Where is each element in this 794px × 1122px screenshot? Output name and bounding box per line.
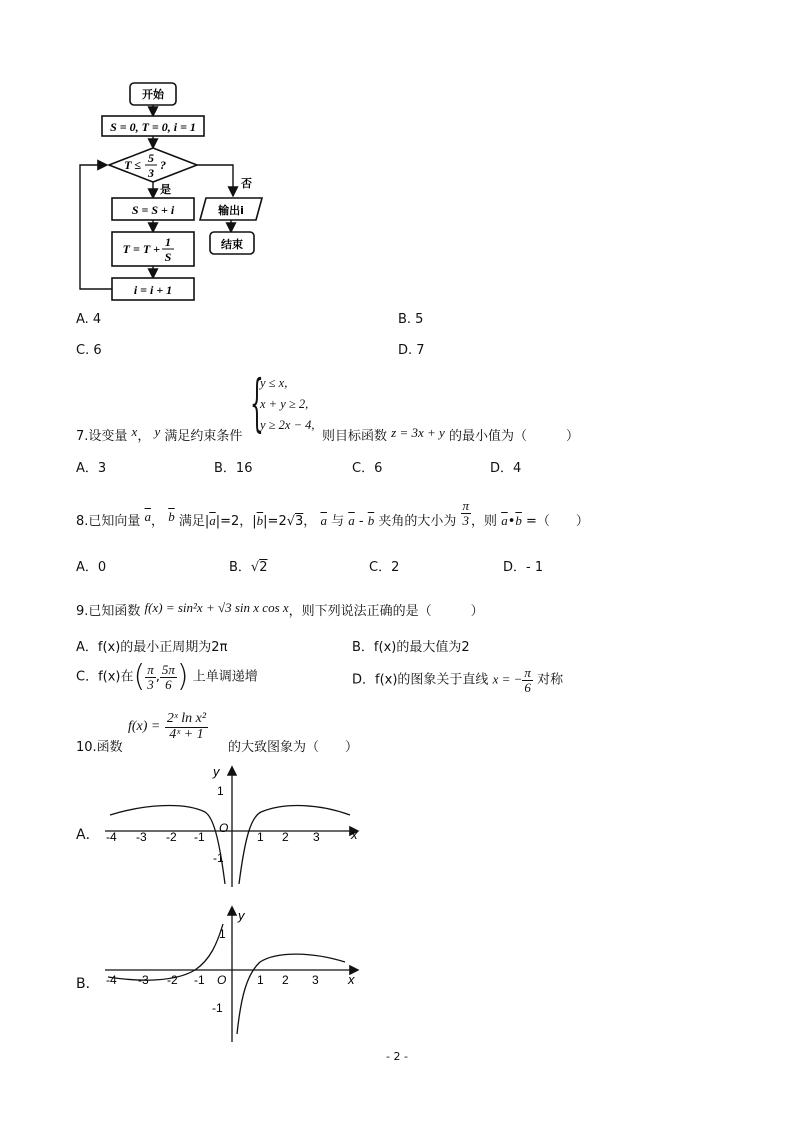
q10-graph-b [95,904,370,1046]
graph-a-curve-left [110,806,225,884]
flow-init-text: S = 0, T = 0, i = 1 [110,120,196,134]
q8-sqrt-sign: √ [286,514,296,529]
graph-b-curve-right [237,954,345,1034]
graph-b-y-label: y [238,908,245,923]
q7-tail: 的最小值为（ ） [448,429,579,444]
q8-option-b-sqrt-sign: √ [250,560,260,575]
graph-b-ytick-1: 1 [219,927,226,941]
q6-option-d: D. 7 [398,343,425,358]
q7-option-d: D．4 [490,461,522,476]
q6-option-b: B. 5 [398,312,424,327]
q9-opt-c-rparen: ) [176,659,189,694]
q8-then: ，则 [471,514,498,529]
flow-cond-left: T ≤ [124,158,141,172]
graph-b-xtick-1: 1 [257,973,264,987]
q8-with: 与 [331,514,345,529]
flow-output-text: 输出i [218,204,244,217]
graph-a-xtick-m3: -3 [136,830,147,844]
q10-denominator: 4ˣ + 1 [169,726,204,742]
q8-vec-b: $\overline{b}$ [168,509,175,524]
graph-b-xtick-m2: -2 [167,973,178,987]
q7-suffix: 则目标函数 [322,429,388,444]
q7-constraint-3: y ≥ 2x − 4, [260,418,315,432]
graph-b-x-label: x [348,972,355,987]
graph-a-xtick-2: 2 [282,830,289,844]
graph-b-xtick-2: 2 [282,973,289,987]
q9-opt-c-hi-num: 5π [161,661,175,677]
q8-stem [76,498,589,529]
q10-stem [76,736,123,755]
flow-start-text: 开始 [142,88,164,101]
q7-option-c: C．6 [352,461,383,476]
graph-b-ytick-m1: -1 [212,1001,223,1015]
flow-step2-left: T = T + [122,242,160,256]
q9-option-a: A．f(x)的最小正周期为2π [76,640,228,655]
q8-dot: • [507,514,516,529]
q9-opt-d-eq: x = − [492,671,523,687]
graph-b-xtick-m1: -1 [194,973,205,987]
flow-no-label: 否 [241,177,252,190]
flow-end-text: 结束 [221,238,243,251]
q6-option-a: A. 4 [76,312,102,327]
graph-a-ytick-m1: -1 [213,851,224,865]
q9-opt-c-lo-num: π [147,661,154,677]
q6-option-c: C. 6 [76,343,102,358]
q8-angle-text: 夹角的大小为 [378,514,457,529]
graph-a-x-label: x [351,827,358,842]
q10-formula [128,712,208,742]
q8-eq-b: |=2 [263,514,287,529]
q10-prefix: 10.函数 [76,740,123,755]
q9-opt-c-suffix: 上单调递增 [192,669,258,685]
q9-opt-c-lo [145,663,156,691]
graph-b-curve-left [108,924,223,980]
q8-option-d: D．- 1 [503,560,544,575]
q9-opt-d-den: 6 [524,679,531,695]
q8-vec-a-5: $\overline{a}$ [501,513,508,528]
graph-b-origin: O [217,973,227,987]
flow-cond-den: 3 [148,166,154,180]
graph-b-xtick-3: 3 [312,973,319,987]
q8-vec-a-2: $\overline{a}$ [209,513,216,528]
q8-cond: 满足| [178,514,210,529]
q7-option-b: B．16 [214,461,253,476]
flow-step3-text: i = i + 1 [133,283,173,297]
graph-a-xtick-3: 3 [313,830,320,844]
q8-vec-a-3: $\overline{a}$ [320,513,327,528]
q8-vec-a-4: $\overline{a}$ [348,513,355,528]
q10-graph-b-label: B． [76,976,100,992]
q9-formula: f(x) = sin²x + √3 sin x cos x [144,600,289,615]
graph-a-xtick-m2: -2 [166,830,177,844]
q9-suffix: ，则下列说法正确的是（ ） [288,604,484,619]
q10-frac [165,712,208,742]
graph-a-ytick-1: 1 [217,784,224,798]
q7-var-x: x [131,424,138,439]
q9-opt-c-hi [160,663,177,691]
q8-angle-frac [461,499,472,527]
graph-b-xtick-m4: -4 [106,973,117,987]
q8-equals: =（ ） [526,514,589,529]
q9-opt-c-lparen: ( [133,659,146,694]
q8-comma-2: ， [303,514,317,529]
q9-option-c: C．f(x)在( $\frac{\pi}{3}$ , $\frac{5\pi}{6}$ ) 上单调递增 [76,659,258,694]
graph-a-xtick-1: 1 [257,830,264,844]
q8-option-b [229,556,268,575]
q8-sqrt3: 3 [295,514,304,529]
flow-step2-den: S [164,250,172,264]
graph-a-curve-right [239,806,350,884]
graph-a-origin: O [219,821,229,835]
flow-yes-label: 是 [160,183,171,196]
q9-opt-c-lo-den: 3 [147,676,154,692]
q7-sep: ， [137,429,151,444]
q8-eq-a: |=2，| [215,514,257,529]
q9-opt-c-hi-den: 6 [165,676,172,692]
q8-three: 3 [462,513,470,528]
flow-step2-num: 1 [165,235,171,249]
q8-vec-b-4: $\overline{b}$ [515,513,522,528]
q8-option-b-label: B． [229,560,251,575]
flowchart [0,0,300,310]
q7-prefix: 7.设变量 [76,429,128,444]
q7-brace: { [250,366,264,439]
q8-minus: - [358,514,364,529]
graph-b-xtick-m3: -3 [138,973,149,987]
q8-vec-a: $\overline{a}$ [144,509,152,524]
q10-numerator: 2ˣ ln x² [166,711,207,726]
q8-option-c: C．2 [369,560,400,575]
page-number: - 2 - [386,1050,408,1063]
q9-stem [76,600,484,619]
flow-cond-num: 5 [148,151,154,165]
q7-objective: z = 3x + y [391,425,445,440]
q7-constraint-1: y ≤ x, [260,376,288,390]
q9-opt-d-prefix: D．f(x)的图象关于直线 [352,672,489,688]
q9-prefix: 9.已知函数 [76,604,141,619]
q8-option-b-sqrt2: 2 [259,560,268,575]
q10-graph-a [95,762,370,892]
q10-graph-a-label: A． [76,827,100,843]
q9-opt-d-num: π [524,665,531,680]
q7-mid: 满足约束条件 [164,429,243,444]
q8-comma: ， [151,514,165,529]
q9-option-d [352,666,563,694]
q8-pi: π [462,498,470,514]
q8-vec-b-2: $\overline{b}$ [256,513,264,528]
graph-a-xtick-m1: -1 [194,830,205,844]
graph-a-xtick-m4: -4 [106,830,117,844]
q8-option-a: A．0 [76,560,107,575]
q9-opt-d-frac [522,666,533,694]
q9-opt-d-suffix: 对称 [537,672,564,688]
q9-opt-c-prefix: C．f(x)在 [76,669,134,685]
q7-stem [76,425,242,444]
flow-step1-text: S = S + i [131,203,175,217]
q7-constraint-system [250,366,332,439]
q8-vec-b-3: $\overline{b}$ [367,513,375,528]
q10-suffix: 的大致图象为（ ） [228,740,359,755]
q7-option-a: A．3 [76,461,107,476]
graph-a-y-label: y [213,764,220,779]
q7-constraint-2: x + y ≥ 2, [260,397,309,411]
q9-option-b: B．f(x)的最大值为2 [352,640,470,655]
q10-f-label: f(x) = [128,719,161,735]
q8-prefix: 8.已知向量 [76,514,141,529]
q7-var-y: y [154,424,161,439]
q7-stem-tail [322,425,579,444]
flow-cond-q: ? [160,158,166,172]
